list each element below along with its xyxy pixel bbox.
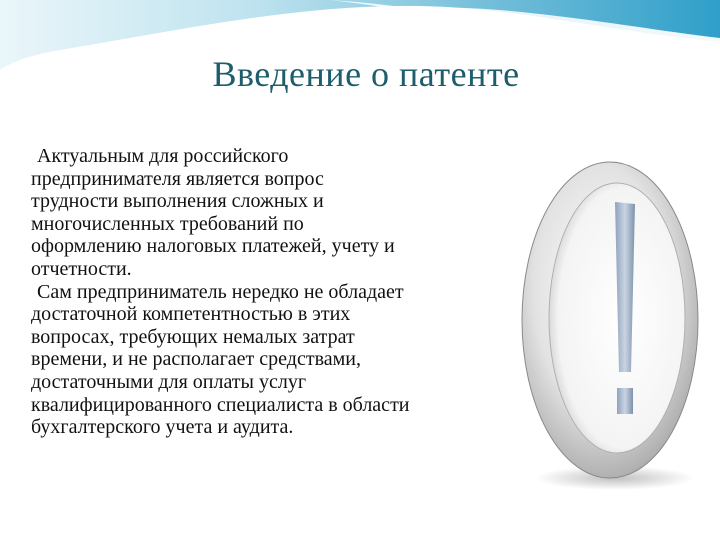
paragraph-2 xyxy=(31,281,536,439)
paragraph-2-line: времени, и не располагает средствами, xyxy=(31,348,361,371)
slide-body-text xyxy=(31,145,536,439)
paragraph-1-line: многочисленных требований по xyxy=(31,212,304,235)
paragraph-2-line: достаточной компетентностью в этих xyxy=(31,303,351,326)
paragraph-2-line: Сам предприниматель нередко не обладает xyxy=(37,280,404,303)
paragraph-2-line: достаточными для оплаты услуг xyxy=(31,370,307,393)
paragraph-1-line: предпринимателя является вопрос xyxy=(31,167,324,190)
slide-title: Введение о патенте xyxy=(212,54,520,94)
paragraph-1-line: Актуальным для российского xyxy=(37,145,289,167)
paragraph-2-line: бухгалтерского учета и аудита. xyxy=(31,416,294,439)
paragraph-1-line: оформлению налоговых платежей, учету и xyxy=(31,235,395,258)
paragraph-2-line: квалифицированного специалиста в области xyxy=(31,393,410,416)
paragraph-1-line: трудности выполнения сложных и xyxy=(31,190,324,213)
paragraph-2-line: вопросах, требующих немалых затрат xyxy=(31,325,355,348)
exclamation-mark-ring-icon xyxy=(515,150,700,495)
paragraph-1-line: отчетности. xyxy=(31,257,132,280)
paragraph-1 xyxy=(31,145,536,281)
